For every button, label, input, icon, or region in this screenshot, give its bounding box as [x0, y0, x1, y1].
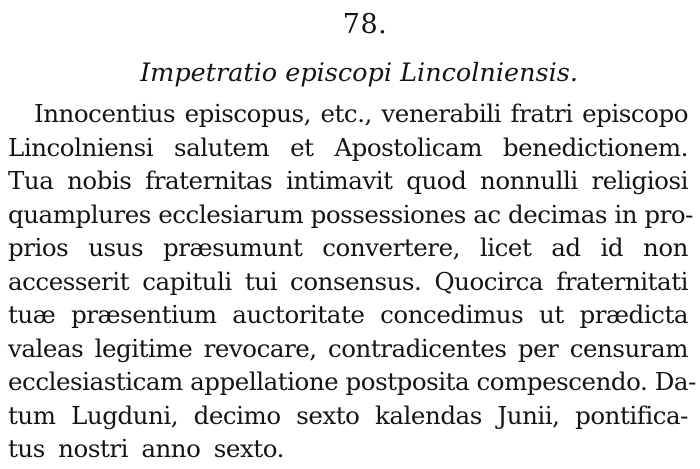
body-line: accesserit capituli tui consensus. Quocirca fraternitati — [8, 266, 688, 296]
body-line: Tua nobis fraternitas intimavit quod nonnulli religiosi — [8, 166, 688, 195]
document-number: 78. — [342, 9, 388, 40]
body-line: tuæ præsentium auctoritate concedimus ut prædicta — [8, 300, 688, 329]
body-line: Lincolniensi salutem et Apostolicam benedictionem. — [8, 132, 688, 162]
body-line: ecclesiasticam appellatione postposita compescendo. Da- — [8, 367, 696, 396]
body-line: valeas legitime revocare, contradicentes per censuram — [8, 333, 688, 363]
document-body — [8, 97, 696, 466]
body-line: quamplures ecclesiarum possessiones ac decimas in pro- — [8, 199, 694, 229]
document-page — [8, 0, 696, 469]
body-line: tum Lugduni, decimo sexto kalendas Junii, pontifica- — [8, 400, 688, 430]
body-line: Innocentius episcopus, etc., venerabili fratri episcopo — [34, 99, 688, 128]
body-line: tus nostri anno sexto. — [8, 434, 284, 463]
body-line: prios usus præsumunt convertere, licet ad id non — [8, 233, 688, 262]
document-title: Impetratio episcopi Lincolniensis. — [140, 58, 578, 88]
